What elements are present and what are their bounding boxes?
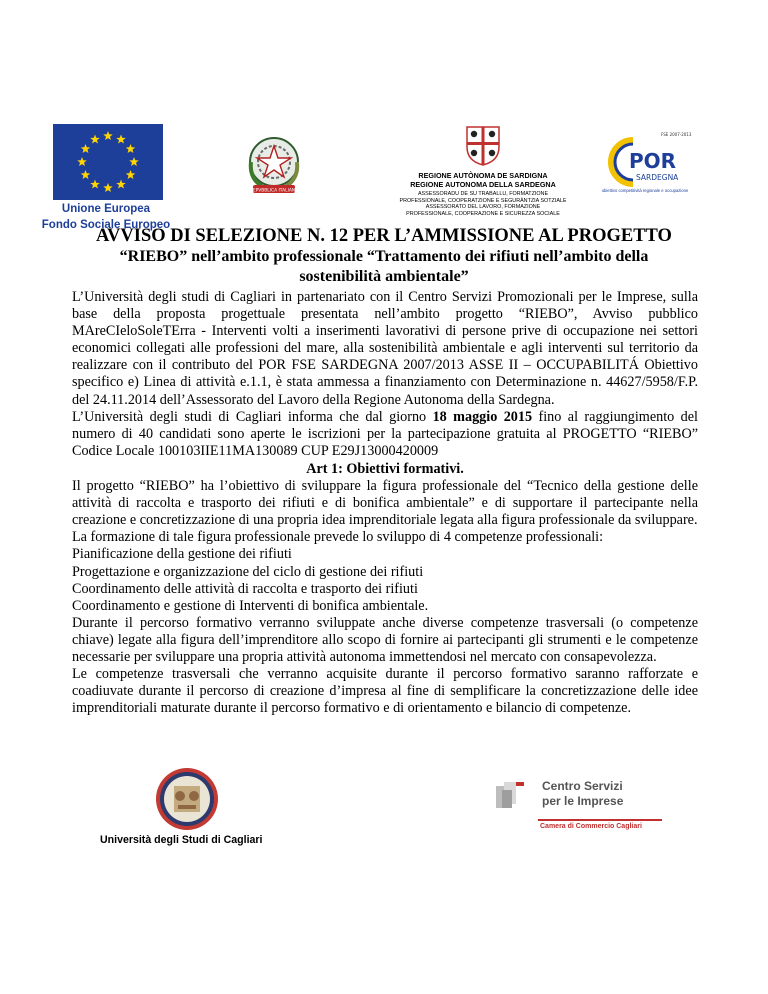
notice-date: 18 maggio 2015 <box>432 408 533 425</box>
title-line-2: “RIEBO” nell’ambito professionale “Trattamento dei rifiuti nell’ambito della <box>119 248 649 265</box>
centro-servizi-caption: Camera di Commercio Cagliari <box>540 823 642 830</box>
eu-star-icon <box>116 134 126 143</box>
title-line-1: AVVISO DI SELEZIONE N. 12 PER L’AMMISSIONE AL PROGETTO <box>96 226 672 246</box>
eu-star-icon <box>126 170 136 179</box>
article-1-paragraph-2: La formazione di tale figura professionale prevede lo sviluppo di 4 competenze professionali: <box>72 529 604 546</box>
sardinia-coat-of-arms-icon <box>465 125 501 167</box>
article-1-paragraph-1: Il progetto “RIEBO” ha l’obiettivo di sviluppare la figura professionale del “Tecnico della gestione delle attività di raccolta e trasporto dei rifiuti e di bonifica ambientale” e di supportare il partecipante nella creazione e concretizzazione di una propria idea imprenditoriale legata alla figura professionale da sviluppare. <box>72 478 698 529</box>
article-1-title: Art 1: Obiettivi formativi. <box>306 460 464 477</box>
ras-dept-2: PROFESSIONALE, COOPERATZIONE E SEGURÀNTZIA SOTZIALE <box>399 197 567 204</box>
article-1-paragraph-3: Durante il percorso formativo verranno sviluppate anche diverse competenze trasversali (o competenze chiave) legate alla figura dell’imprenditore allo scopo di fornire ai partecipanti gli strumenti e le competenze necessarie per sviluppare una propria attività autonoma immettendosi nel mercato con consapevolezza. <box>72 614 698 665</box>
centro-servizi-name-1: Centro Servizi <box>542 779 623 793</box>
eu-star-icon <box>90 180 100 189</box>
eu-star-icon <box>77 157 87 166</box>
ras-dept-3: ASSESSORATO DEL LAVORO, FORMAZIONE <box>425 204 541 211</box>
regione-sardegna-logo <box>392 125 574 217</box>
eu-star-icon <box>90 134 100 143</box>
eu-star-icon <box>116 180 126 189</box>
eu-star-icon <box>126 144 136 153</box>
eu-caption-1: Unione Europea <box>61 203 151 215</box>
por-top-label: FSE 2007-2013 <box>661 132 692 137</box>
italian-republic-emblem-icon <box>243 132 305 198</box>
centro-servizi-name <box>542 779 623 809</box>
por-word: POR <box>629 149 677 173</box>
por-region: SARDEGNA <box>636 173 679 182</box>
eu-caption-2: Fondo Sociale Europeo <box>41 219 171 231</box>
centro-servizi-mark-icon <box>492 780 534 814</box>
article-1-paragraph-4: Le competenze trasversali che verranno acquisite durante il percorso formativo saranno rafforzate e coadiuvate durante il percorso di creazione d’impresa al fine di semplificare la concretizzazione delle idee imprenditoriali maturate durante il percorso formativo e di orientamento e bilancio di competenze. <box>72 666 698 717</box>
notice-text-after: fino al raggiungimento del numero di 40 candidati sono aperte le iscrizioni per la partecipazione gratuita al PROGETTO “RIEBO” Codice Locale 100103IIE11MA130089 CUP E29J13000420009 <box>72 408 699 459</box>
ras-dept-1: ASSESSORADU DE SU TRABALLU, FORMATZIONE <box>417 191 549 197</box>
ras-name-2: REGIONE AUTONOMA DELLA SARDEGNA <box>410 180 556 189</box>
competence-item: Coordinamento e gestione di Interventi di bonifica ambientale. <box>72 597 429 614</box>
ras-dept-4: PROFESSIONALE, COOPERAZIONE E SICUREZZA SOCIALE <box>406 210 560 217</box>
university-caption: Università degli Studi di Cagliari <box>100 834 263 846</box>
competence-item: Progettazione e organizzazione del ciclo di gestione dei rifiuti <box>72 563 424 580</box>
eu-star-icon <box>81 144 91 153</box>
competence-item: Pianificazione della gestione dei rifiuti <box>72 546 292 563</box>
eu-flag-icon <box>53 124 163 200</box>
notice-paragraph <box>72 409 698 460</box>
centro-servizi-name-2: per le Imprese <box>542 794 624 808</box>
title-line-3: sostenibilità ambientale” <box>299 267 469 285</box>
por-sardegna-logo <box>603 128 692 192</box>
eu-logo <box>32 124 180 232</box>
eu-star-icon <box>103 183 113 192</box>
por-caption: obiettivo competitività regionale e occupazione <box>601 188 689 193</box>
ras-name-1: REGIONE AUTÒNOMA DE SARDIGNA <box>418 171 548 180</box>
competence-item: Coordinamento delle attività di raccolta e trasporto dei rifiuti <box>72 580 418 597</box>
intro-paragraph: L’Università degli studi di Cagliari in partenariato con il Centro Servizi Promozionali per le Imprese, sulla base della proposta progettuale presentata nell’ambito progetto “RIEBO”, Avviso pubblico MAreCIeloSoleTErra - Interventi volti a inserimenti lavorativi di persone prive di occupazione nei settori economici collegati alle professioni del mare, alla sostenibilità ambientale e agli interventi sul territorio da realizzare con il contributo del POR FSE SARDEGNA 2007/2013 ASSE II – OCCUPABILITÁ Obiettivo specifico e) Linea di attività e.1.1, è stata ammessa a finanziamento con Determinazione n. 44627/5958/F.P. del 24.11.2014 dell’Assessorato del Lavoro della Regione Autonoma della Sardegna. <box>72 289 698 408</box>
university-seal-icon <box>152 766 222 832</box>
eu-star-icon <box>81 170 91 179</box>
italy-motto: REPVBBLICA ITALIANA <box>249 188 299 194</box>
page-title <box>60 226 708 286</box>
eu-star-icon <box>129 157 139 166</box>
notice-text-before: L’Università degli studi di Cagliari informa che dal giorno <box>72 408 433 425</box>
eu-star-icon <box>103 131 113 140</box>
centro-servizi-divider <box>538 819 662 821</box>
document-body <box>72 289 698 717</box>
